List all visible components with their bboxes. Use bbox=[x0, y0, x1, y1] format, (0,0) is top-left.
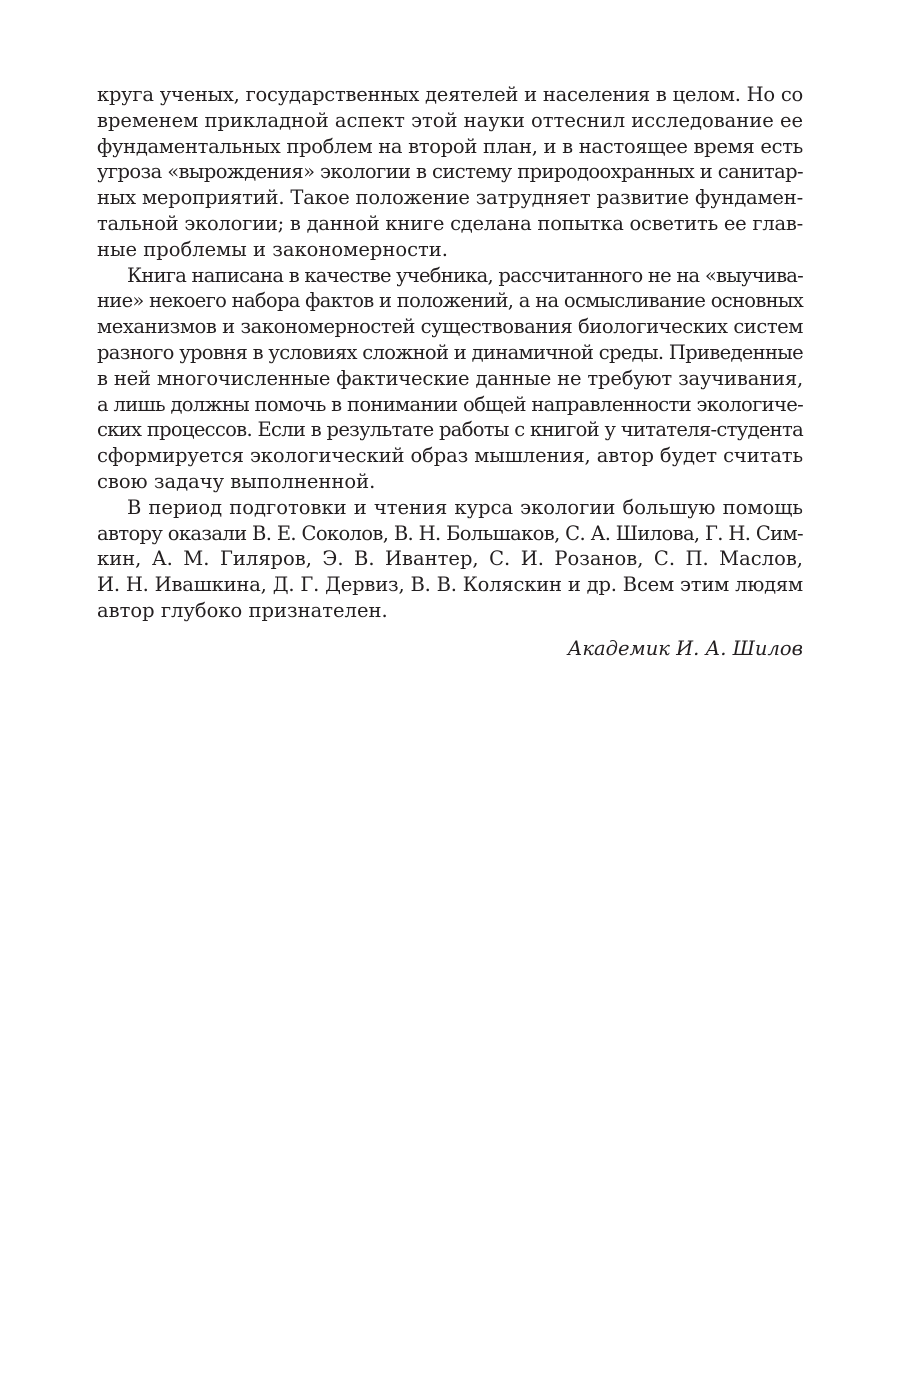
paragraph-1 bbox=[97, 82, 803, 263]
author-signature: Академик И. А. Шилов bbox=[567, 636, 803, 660]
text-line: механизмов и закономерностей существования биологических систем bbox=[97, 315, 803, 339]
text-line: ние» некоего набора фактов и положений, а на осмысливание основных bbox=[97, 289, 804, 313]
text-line: временем прикладной аспект этой науки оттеснил исследование ее bbox=[97, 108, 803, 132]
text-line: ных мероприятий. Такое положение затрудняет развитие фундамен- bbox=[97, 186, 803, 210]
text-line: круга ученых, государственных деятелей и населения в целом. Но со bbox=[97, 83, 803, 106]
text-line: кин, А. М. Гиляров, Э. В. Ивантер, С. И. Розанов, С. П. Маслов, bbox=[97, 547, 803, 571]
text-line: разного уровня в условиях сложной и динамичной среды. Приведенные bbox=[97, 340, 803, 364]
text-line: свою задачу выполненной. bbox=[97, 469, 376, 493]
text-line: автору оказали В. Е. Соколов, В. Н. Большаков, С. А. Шилова, Г. Н. Сим- bbox=[97, 521, 803, 545]
text-line: тальной экологии; в данной книге сделана попытка осветить ее глав- bbox=[97, 211, 804, 235]
text-line: ные проблемы и закономерности. bbox=[97, 237, 448, 261]
page-body bbox=[97, 82, 803, 662]
text-line: ских процессов. Если в результате работы с книгой у читателя-студента bbox=[97, 418, 803, 442]
text-line: автор глубоко признателен. bbox=[97, 598, 388, 622]
text-line: В период подготовки и чтения курса экологии большую помощь bbox=[127, 495, 803, 519]
text-line: фундаментальных проблем на второй план, и в настоящее время есть bbox=[97, 134, 803, 158]
text-line: Книга написана в качестве учебника, рассчитанного не на «выучива- bbox=[127, 263, 803, 287]
text-line: угроза «вырождения» экологии в систему природоохранных и санитар- bbox=[97, 160, 803, 184]
text-line: И. Н. Ивашкина, Д. Г. Дервиз, В. В. Коляскин и др. Всем этим людям bbox=[97, 573, 804, 597]
text-line: а лишь должны помочь в понимании общей направленности экологиче- bbox=[97, 392, 803, 416]
text-line: в ней многочисленные фактические данные не требуют заучивания, bbox=[97, 366, 803, 390]
paragraph-2 bbox=[97, 263, 803, 495]
paragraph-3 bbox=[97, 495, 803, 624]
text-line: сформируется экологический образ мышления, автор будет считать bbox=[97, 444, 803, 468]
